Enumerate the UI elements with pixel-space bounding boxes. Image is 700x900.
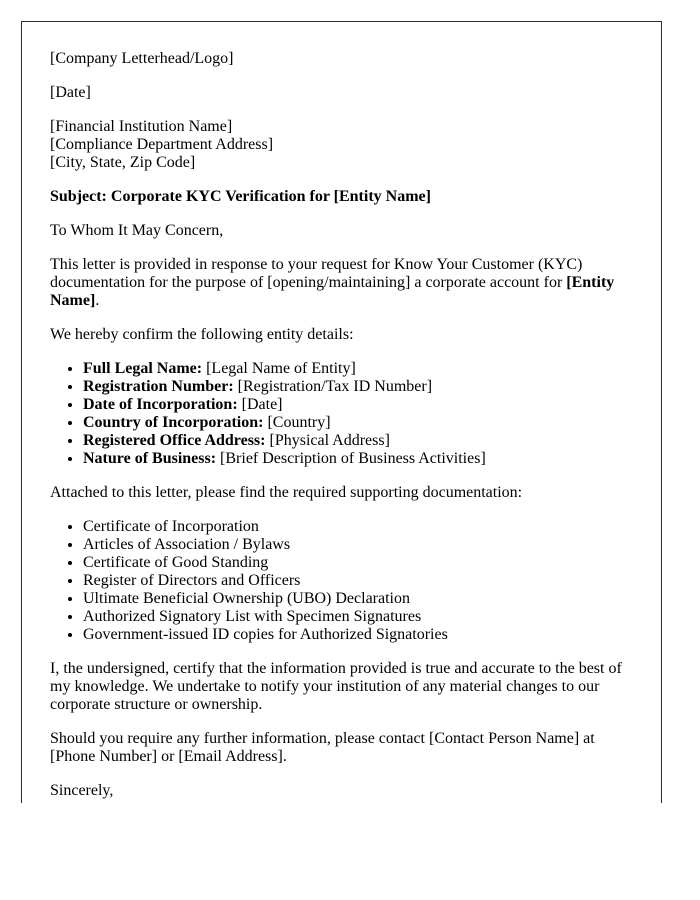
entity-details-list — [50, 360, 633, 468]
recipient-address-block — [50, 118, 633, 172]
documents-list — [50, 518, 633, 644]
salutation: To Whom It May Concern, — [50, 222, 224, 239]
entity-detail-label: Registered Office Address: — [83, 432, 266, 449]
document-item: • Certificate of Incorporation — [83, 518, 633, 536]
recipient-institution-name: [Financial Institution Name] — [50, 118, 233, 135]
entity-detail-label: Full Legal Name: — [83, 360, 203, 377]
document-item: • Government-issued ID copies for Authorized Signatories — [83, 626, 633, 644]
entity-detail-value: [Country] — [263, 414, 331, 431]
subject-line: Subject: Corporate KYC Verification for [Entity Name] — [50, 188, 431, 205]
entity-detail-item — [83, 414, 633, 432]
entity-detail-label: Registration Number: — [83, 378, 234, 395]
intro-text: This letter is provided in response to your request for Know Your Customer (KYC) documentation for the purpose of [opening/maintaining] a corporate account for — [50, 256, 583, 291]
document-item: • Certificate of Good Standing — [83, 554, 633, 572]
entity-detail-value: [Legal Name of Entity] — [202, 360, 356, 377]
entity-detail-item — [83, 378, 633, 396]
recipient-city-state-zip: [City, State, Zip Code] — [50, 154, 196, 171]
letter-document — [21, 21, 662, 803]
intro-text-end: . — [95, 292, 100, 309]
entity-detail-label: Country of Incorporation: — [83, 414, 264, 431]
certification-paragraph: I, the undersigned, certify that the information provided is true and accurate to the best of my knowledge. We undertake to notify your institution of any material changes to our corporate structure or ownership. — [50, 660, 622, 713]
entity-detail-value: [Date] — [237, 396, 283, 413]
entity-detail-value: [Brief Description of Business Activities] — [216, 450, 486, 467]
contact-paragraph: Should you require any further information, please contact [Contact Person Name] at [Phone Number] or [Email Address]. — [50, 730, 595, 765]
recipient-department-address: [Compliance Department Address] — [50, 136, 274, 153]
entity-detail-item — [83, 396, 633, 414]
document-item: • Articles of Association / Bylaws — [83, 536, 633, 554]
attached-line: Attached to this letter, please find the required supporting documentation: — [50, 484, 523, 501]
date-line: [Date] — [50, 84, 91, 101]
entity-detail-item — [83, 432, 633, 450]
entity-detail-item — [83, 450, 633, 468]
document-item: • Authorized Signatory List with Specimen Signatures — [83, 608, 633, 626]
document-item: • Ultimate Beneficial Ownership (UBO) Declaration — [83, 590, 633, 608]
entity-detail-value: [Registration/Tax ID Number] — [233, 378, 433, 395]
entity-detail-item — [83, 360, 633, 378]
entity-detail-label: Nature of Business: — [83, 450, 217, 467]
document-item: • Register of Directors and Officers — [83, 572, 633, 590]
confirm-line: We hereby confirm the following entity details: — [50, 326, 354, 343]
entity-detail-label: Date of Incorporation: — [83, 396, 238, 413]
letterhead-placeholder: [Company Letterhead/Logo] — [50, 50, 234, 67]
intro-entity-name-bold: [Entity Name] — [50, 274, 615, 309]
closing: Sincerely, — [50, 782, 114, 799]
intro-paragraph — [50, 256, 633, 310]
entity-detail-value: [Physical Address] — [265, 432, 390, 449]
